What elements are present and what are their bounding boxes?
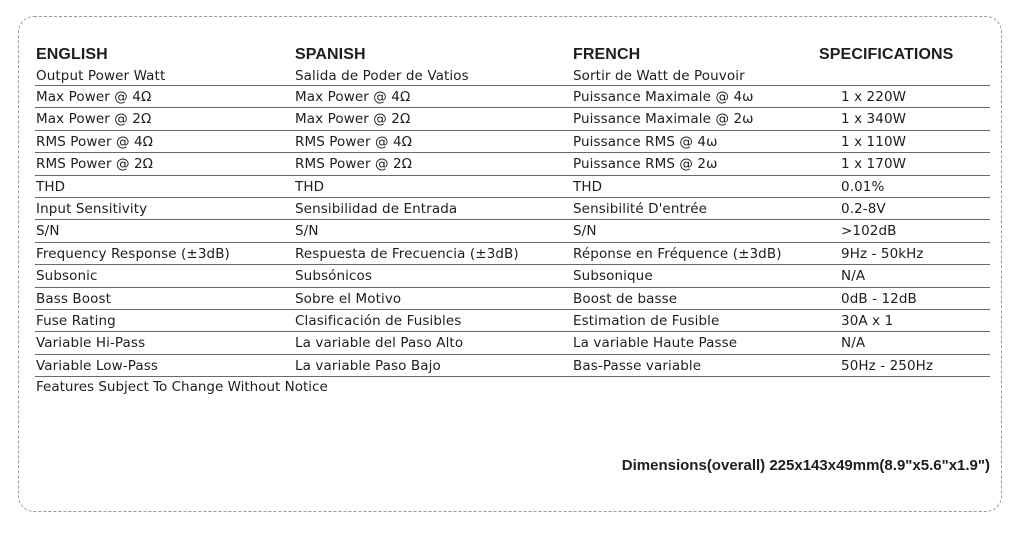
header-spanish: SPANISH	[295, 46, 366, 63]
cell-english: Input Sensitivity	[36, 200, 148, 217]
cell-english: Max Power @ 4Ω	[36, 89, 152, 105]
cell-french: La variable Haute Passe	[573, 335, 738, 352]
footnote-text: Features Subject To Change Without Notice	[36, 379, 328, 395]
cell-spanish: S/N	[295, 223, 319, 240]
table-row	[35, 332, 990, 354]
cell-english: Output Power Watt	[36, 68, 166, 84]
table-row	[35, 243, 990, 265]
cell-spec: 30A x 1	[841, 312, 894, 329]
cell-spanish: Max Power @ 2Ω	[295, 111, 411, 128]
cell-spanish: Max Power @ 4Ω	[295, 89, 411, 105]
cell-english: Frequency Response (±3dB)	[36, 245, 230, 262]
cell-french: Puissance Maximale @ 2ω	[573, 111, 754, 128]
cell-spec: 0.01%	[841, 178, 885, 195]
table-row	[35, 310, 990, 332]
table-row	[35, 131, 990, 153]
table-row	[35, 65, 990, 86]
table-header-row	[35, 44, 990, 65]
cell-spec: >102dB	[841, 223, 897, 240]
header-french: FRENCH	[573, 46, 641, 63]
cell-french: Puissance RMS @ 4ω	[573, 133, 718, 150]
cell-french: Estimation de Fusible	[573, 312, 720, 329]
cell-spec: 1 x 340W	[841, 111, 907, 128]
cell-english: THD	[36, 178, 66, 195]
cell-spanish: RMS Power @ 2Ω	[295, 156, 413, 173]
cell-french: Puissance Maximale @ 4ω	[573, 89, 754, 105]
cell-spec: 1 x 110W	[841, 133, 907, 150]
cell-english: Subsonic	[36, 268, 98, 285]
cell-spanish: Respuesta de Frecuencia (±3dB)	[295, 245, 519, 262]
cell-spec: N/A	[841, 335, 866, 352]
cell-spanish: Sensibilidad de Entrada	[295, 200, 458, 217]
cell-spanish: Salida de Poder de Vatios	[295, 68, 469, 84]
cell-english: Variable Hi-Pass	[36, 335, 146, 352]
cell-french: Réponse en Fréquence (±3dB)	[573, 245, 782, 262]
table-row	[35, 86, 990, 108]
cell-french: THD	[573, 178, 603, 195]
cell-spec: 50Hz - 250Hz	[841, 357, 934, 374]
table-row	[35, 355, 990, 377]
cell-french: Sortir de Watt de Pouvoir	[573, 68, 745, 84]
cell-spanish: La variable del Paso Alto	[295, 335, 464, 352]
table-row	[35, 108, 990, 130]
cell-spec: 1 x 170W	[841, 156, 907, 173]
cell-french: Subsonique	[573, 268, 653, 285]
cell-spec: N/A	[841, 268, 866, 285]
cell-spanish: Clasificación de Fusibles	[295, 312, 462, 329]
specifications-table	[35, 44, 990, 377]
cell-spec: 0.2-8V	[841, 200, 886, 217]
cell-spanish: La variable Paso Bajo	[295, 357, 441, 374]
table-row	[35, 265, 990, 287]
header-specifications: SPECIFICATIONS	[819, 46, 954, 63]
cell-french: Sensibilité D'entrée	[573, 200, 708, 217]
header-english: ENGLISH	[36, 46, 108, 63]
cell-english: Bass Boost	[36, 290, 111, 307]
cell-french: S/N	[573, 223, 597, 240]
table-row	[35, 153, 990, 175]
cell-french: Puissance RMS @ 2ω	[573, 156, 718, 173]
cell-english: RMS Power @ 2Ω	[36, 156, 154, 173]
cell-english: S/N	[36, 223, 60, 240]
cell-french: Bas-Passe variable	[573, 357, 702, 374]
cell-spec: 9Hz - 50kHz	[841, 245, 924, 262]
cell-english: Variable Low-Pass	[36, 357, 158, 374]
cell-english: RMS Power @ 4Ω	[36, 133, 154, 150]
table-row	[35, 176, 990, 198]
cell-spec: 1 x 220W	[841, 89, 907, 105]
cell-spanish: Sobre el Motivo	[295, 290, 402, 307]
table-row	[35, 220, 990, 242]
cell-english: Fuse Rating	[36, 312, 116, 329]
cell-english: Max Power @ 2Ω	[36, 111, 152, 128]
cell-french: Boost de basse	[573, 290, 678, 307]
cell-spec: 0dB - 12dB	[841, 290, 917, 307]
table-row	[35, 198, 990, 220]
table-row	[35, 288, 990, 310]
cell-spanish: Subsónicos	[295, 268, 373, 285]
dimensions-text: Dimensions(overall) 225x143x49mm(8.9"x5.6"x1.9")	[621, 457, 990, 474]
cell-spanish: RMS Power @ 4Ω	[295, 133, 413, 150]
cell-spanish: THD	[295, 178, 325, 195]
